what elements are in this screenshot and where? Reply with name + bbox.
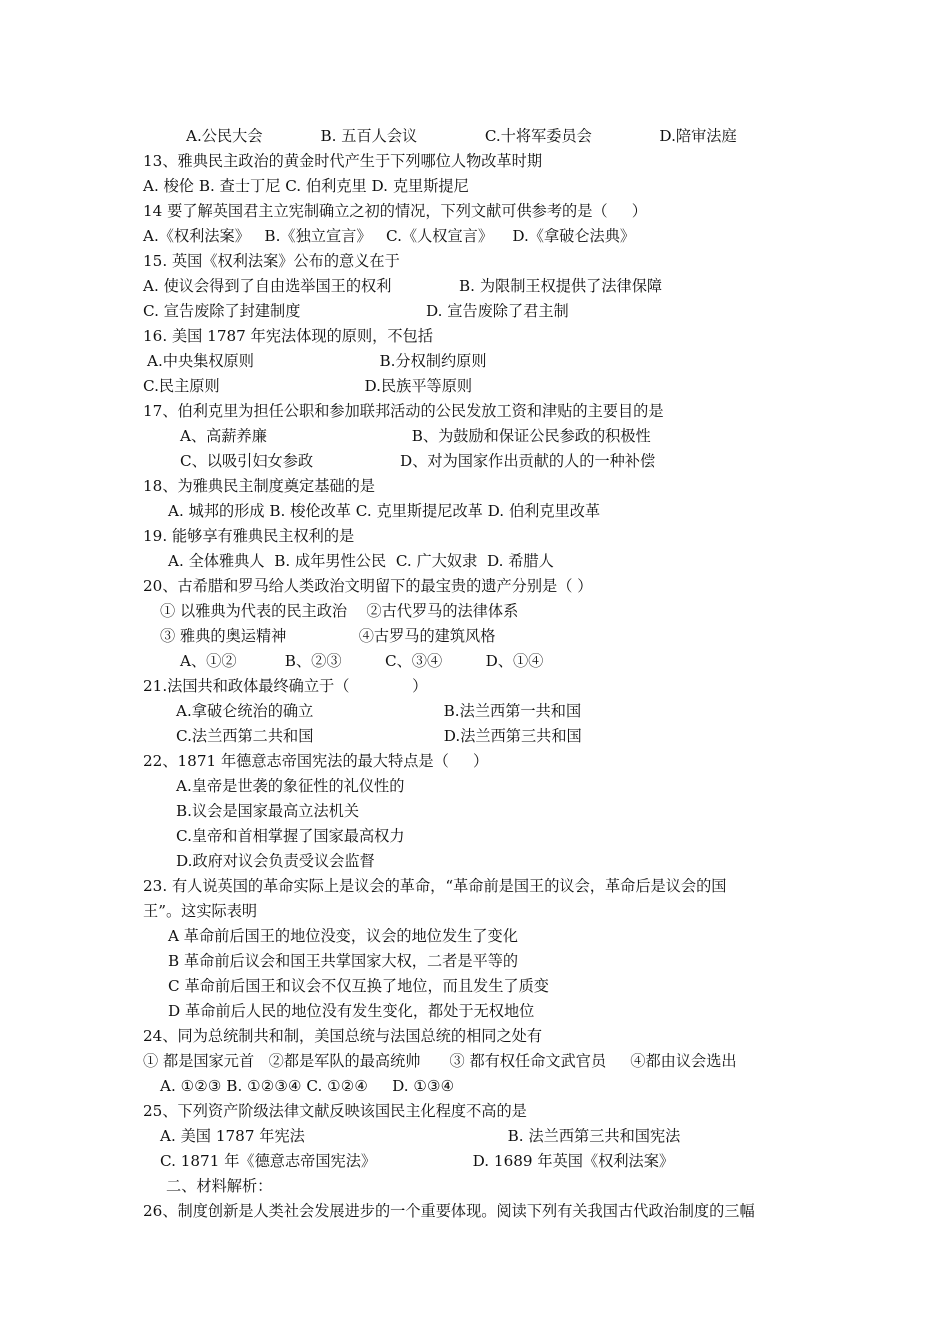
line-q16-options-ab: A.中央集权原则 B.分权制约原则 (147, 352, 487, 370)
line-q20-items-12: ① 以雅典为代表的民主政治 ②古代罗马的法律体系 (160, 602, 519, 620)
line-q13-stem: 13、雅典民主政治的黄金时代产生于下列哪位人物改革时期 (143, 152, 543, 170)
line-q23-stem-1: 23. 有人说英国的革命实际上是议会的革命，“革命前是国王的议会，革命后是议会的国 (143, 877, 727, 895)
line-q18-options: A. 城邦的形成 B. 梭伦改革 C. 克里斯提尼改革 D. 伯利克里改革 (168, 502, 601, 520)
line-q18-stem: 18、为雅典民主制度奠定基础的是 (143, 477, 375, 495)
line-q22-option-b: B.议会是国家最高立法机关 (176, 802, 360, 820)
line-q24-stem: 24、同为总统制共和制，美国总统与法国总统的相同之处有 (143, 1027, 543, 1045)
line-q15-stem: 15. 英国《权利法案》公布的意义在于 (143, 252, 400, 270)
line-q20-stem: 20、古希腊和罗马给人类政治文明留下的最宝贵的遗产分别是（ ） (143, 577, 593, 595)
line-q13-options: A. 梭伦 B. 查士丁尼 C. 伯利克里 D. 克里斯提尼 (143, 177, 469, 195)
line-q23-option-a: A 革命前后国王的地位没变，议会的地位发生了变化 (168, 927, 518, 945)
line-q19-options: A. 全体雅典人 B. 成年男性公民 C. 广大奴隶 D. 希腊人 (168, 552, 554, 570)
line-q17-options-cd: C、以吸引妇女参政 D、对为国家作出贡献的人的一种补偿 (180, 452, 656, 470)
line-q21-stem: 21.法国共和政体最终确立于（ ） (143, 677, 428, 695)
line-q23-option-b: B 革命前后议会和国王共掌国家大权，二者是平等的 (168, 952, 519, 970)
line-q24-options: A. ①②③ B. ①②③④ C. ①②④ D. ①③④ (160, 1077, 455, 1095)
line-q17-options-ab: A、高薪养廉 B、为鼓励和保证公民参政的积极性 (180, 427, 651, 445)
line-q19-stem: 19. 能够享有雅典民主权利的是 (143, 527, 355, 545)
line-q12-options: A.公民大会 B. 五百人会议 C.十将军委员会 D.陪审法庭 (186, 127, 737, 145)
line-q26-stem: 26、制度创新是人类社会发展进步的一个重要体现。阅读下列有关我国古代政治制度的三幅 (143, 1202, 755, 1220)
line-q24-items: ① 都是国家元首 ②都是军队的最高统帅 ③ 都有权任命文武官员 ④都由议会选出 (143, 1052, 737, 1070)
line-q15-options-cd: C. 宣告废除了封建制度 D. 宣告废除了君主制 (143, 302, 569, 320)
line-q16-options-cd: C.民主原则 D.民族平等原则 (143, 377, 473, 395)
line-q25-stem: 25、下列资产阶级法律文献反映该国民主化程度不高的是 (143, 1102, 527, 1120)
line-q23-option-d: D 革命前后人民的地位没有发生变化，都处于无权地位 (168, 1002, 535, 1020)
line-q23-stem-2: 王”。这实际表明 (143, 902, 258, 920)
line-q22-option-d: D.政府对议会负责受议会监督 (176, 852, 375, 870)
section-heading: 二、材料解析： (166, 1177, 273, 1195)
line-q16-stem: 16. 美国 1787 年宪法体现的原则，不包括 (143, 327, 433, 345)
line-q22-option-a: A.皇帝是世袭的象征性的礼仪性的 (176, 777, 405, 795)
line-q17-stem: 17、伯利克里为担任公职和参加联邦活动的公民发放工资和津贴的主要目的是 (143, 402, 664, 420)
line-q20-options: A、①② B、②③ C、③④ D、①④ (180, 652, 544, 670)
line-q25-options-cd: C. 1871 年《德意志帝国宪法》 D. 1689 年英国《权利法案》 (160, 1152, 675, 1170)
line-q21-options-cd: C.法兰西第二共和国 D.法兰西第三共和国 (176, 727, 582, 745)
line-q14-stem: 14 要了解英国君主立宪制确立之初的情况，下列文献可供参考的是（ ） (143, 202, 647, 220)
line-q20-items-34: ③ 雅典的奥运精神 ④古罗马的建筑风格 (160, 627, 496, 645)
line-q23-option-c: C 革命前后国王和议会不仅互换了地位，而且发生了质变 (168, 977, 549, 995)
line-q22-stem: 22、1871 年德意志帝国宪法的最大特点是（ ） (143, 752, 489, 770)
line-q14-options: A.《权利法案》 B.《独立宣言》 C.《人权宣言》 D.《拿破仑法典》 (143, 227, 636, 245)
line-q15-options-ab: A. 使议会得到了自由选举国王的权利 B. 为限制王权提供了法律保障 (143, 277, 663, 295)
line-q22-option-c: C.皇帝和首相掌握了国家最高权力 (176, 827, 405, 845)
line-q21-options-ab: A.拿破仑统治的确立 B.法兰西第一共和国 (176, 702, 582, 720)
line-q25-options-ab: A. 美国 1787 年宪法 B. 法兰西第三共和国宪法 (160, 1127, 681, 1145)
